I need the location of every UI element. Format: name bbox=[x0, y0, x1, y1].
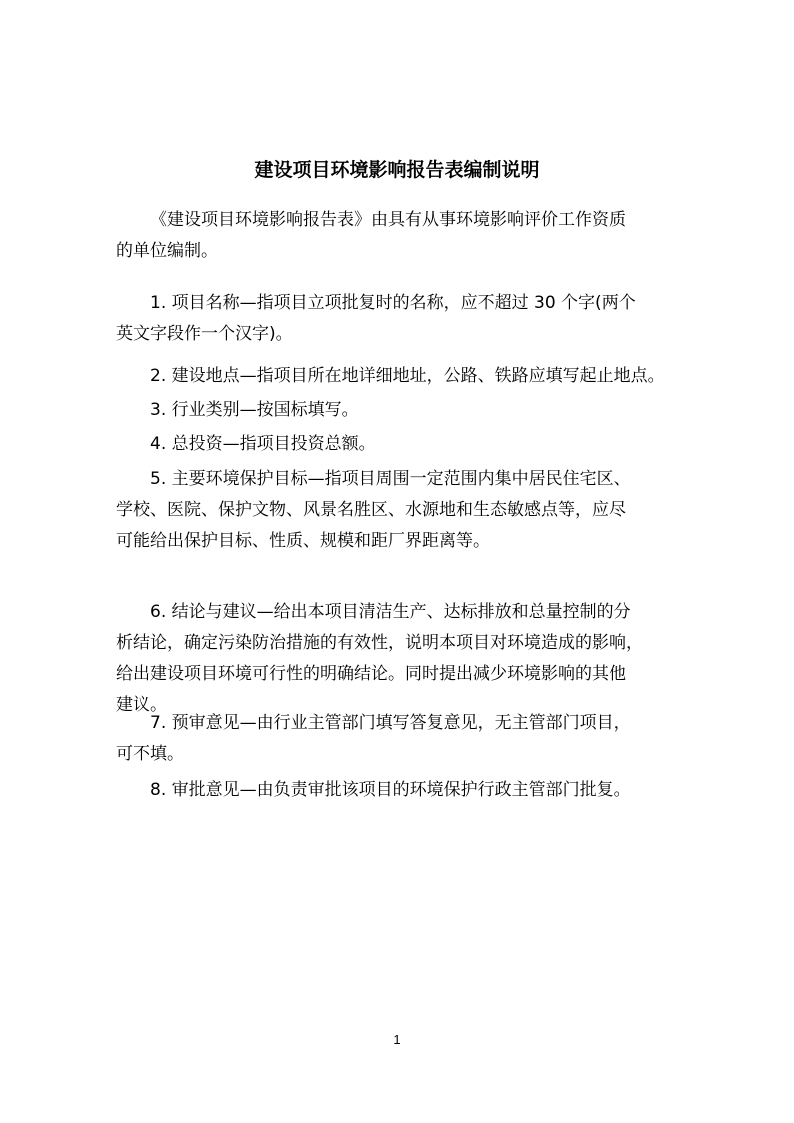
page-number: 1 bbox=[393, 1032, 401, 1047]
item-line: 给出建设项目环境可行性的明确结论。同时提出减少环境影响的其他 bbox=[116, 664, 626, 684]
item-approval bbox=[116, 775, 700, 806]
item-line: 英文字段作一个汉字)。 bbox=[116, 324, 293, 344]
item-line: 8. 审批意见—由负责审批该项目的环境保护行政主管部门批复。 bbox=[150, 780, 631, 800]
item-line: 7. 预审意见—由行业主管部门填写答复意见，无主管部门项目， bbox=[150, 713, 631, 733]
item-protection-targets bbox=[116, 464, 700, 557]
item-line: 2. 建设地点—指项目所在地详细地址，公路、铁路应填写起止地点。 bbox=[150, 366, 665, 386]
item-line: 可不填。 bbox=[116, 744, 184, 764]
item-construction-site bbox=[116, 361, 700, 392]
item-line: 可能给出保护目标、性质、规模和距厂界距离等。 bbox=[116, 531, 490, 551]
item-line: 4. 总投资—指项目投资总额。 bbox=[150, 434, 376, 454]
item-line: 学校、医院、保护文物、风景名胜区、水源地和生态敏感点等，应尽 bbox=[116, 500, 626, 520]
item-total-investment bbox=[116, 429, 700, 460]
item-line: 1. 项目名称—指项目立项批复时的名称，应不超过 30 个字(两个 bbox=[150, 293, 636, 313]
item-pre-review bbox=[116, 708, 700, 770]
item-line: 5. 主要环境保护目标—指项目周围一定范围内集中居民住宅区、 bbox=[150, 469, 631, 489]
intro-paragraph bbox=[116, 205, 700, 267]
item-project-name bbox=[116, 288, 700, 350]
intro-line: 《建设项目环境影响报告表》由具有从事环境影响评价工作资质 bbox=[150, 210, 626, 230]
item-line: 6. 结论与建议—给出本项目清洁生产、达标排放和总量控制的分 bbox=[150, 602, 631, 622]
item-conclusions bbox=[116, 597, 700, 721]
item-line: 建议。 bbox=[116, 695, 167, 715]
intro-line: 的单位编制。 bbox=[116, 241, 218, 261]
item-line: 析结论，确定污染防治措施的有效性，说明本项目对环境造成的影响， bbox=[116, 633, 643, 653]
item-line: 3. 行业类别—按国标填写。 bbox=[150, 400, 359, 420]
item-industry-category bbox=[116, 395, 700, 426]
page-title: 建设项目环境影响报告表编制说明 bbox=[254, 159, 540, 181]
